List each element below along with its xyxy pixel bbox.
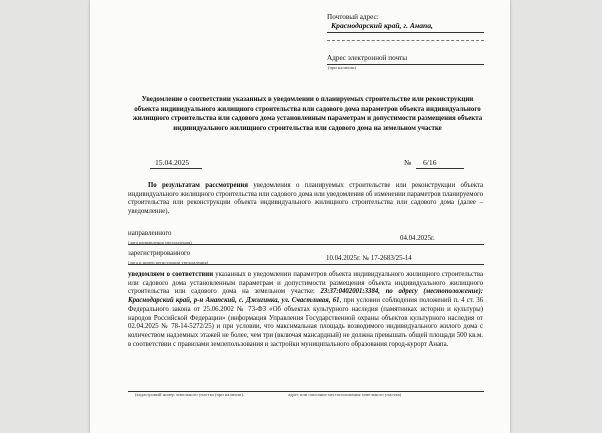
- notice-text-2: , при условии соблюдения положений п. 4 ст. 36 Федерального закона от 25.06.2002 № 73-ФЗ «Об объектах культурного наследия (памятниках истории и культуры) народов Российской Федерации» (информация Управления Государственной охраны объектов культурного наследия от 02.04.2025 № 78-14-5272/25) и при условии, что максимальная площадь возводимого индивидуального жилого дома с количеством надземных этажей не более, чем три (включая мансардный) не должна превышать общей площади 500 кв.м. в соответствии с правилами землепользования и застройки муниципального образования город-курорт Анапа.: [128, 297, 483, 348]
- cadastral-hint-right: адрес или описание местоположения земельного участка): [288, 392, 402, 397]
- sent-label: направленного: [128, 230, 172, 237]
- email-hint: (при наличии): [328, 65, 356, 70]
- document-title: Уведомление о соответствии указанных в уведомлении о планируемых строительстве или реконструкции объекта индивидуального жилищного строительства или садового дома параметров объекта индивидуального жилищного строительства или садового дома установленным параметрам и допустимости размещения объекта индивидуального жилищного строительства или садового дома на земельном участке: [132, 96, 483, 133]
- intro-text: уведомления о планируемых строительстве или реконструкции объекта индивидуального жилищного строительства или садового дома или уведомления об изменении параметров планируемого строительства или реконструкции объекта индивидуального жилищного строительства или садового дома (далее – уведомление),: [128, 182, 483, 216]
- postal-address-label: Почтовый адрес:: [327, 13, 379, 21]
- postal-address-line: [327, 32, 484, 33]
- email-label: Адрес электронной почты: [327, 54, 408, 62]
- intro-paragraph: [128, 182, 483, 217]
- number-label: №: [404, 158, 412, 167]
- intro-lead: По результатам рассмотрения: [148, 182, 248, 189]
- number-line: [416, 168, 464, 169]
- cadastral-hint-left: (кадастровый номер земельного участка (при наличии),: [135, 392, 245, 397]
- document-date: 15.04.2025: [155, 158, 190, 167]
- postal-address-value: Краснодарский край, г. Анапа,: [331, 21, 433, 30]
- cadastral-address: 23:37:0402001:3384, по адресу (местоположение): Краснодарский край, р-н Анапский, с. Джигинка, ул. Счастливая, 61: [128, 288, 484, 305]
- sent-date: 04.04.2025г.: [400, 235, 435, 242]
- notice-text-1: указанных в уведомлении параметров объекта индивидуального жилищного строительства или садового дома установленным параметрам и допустимости размещения объекта индивидуального жилищного строительства или садового дома на земельном участке:: [128, 271, 483, 296]
- sent-hint: (дата направления уведомления): [128, 240, 192, 245]
- notice-paragraph: [128, 271, 483, 349]
- notice-lead: уведомляем о соответствии: [128, 271, 214, 278]
- registered-hint: (дата и номер регистрации уведомления): [128, 260, 209, 265]
- registered-label: зарегистрированного: [128, 250, 191, 257]
- document-number: 6/16: [423, 158, 437, 167]
- date-line: [150, 168, 202, 169]
- registration-value: 10.04.2025г. № 17-2683/25-14: [326, 255, 412, 262]
- postal-address-line-2: [327, 40, 484, 41]
